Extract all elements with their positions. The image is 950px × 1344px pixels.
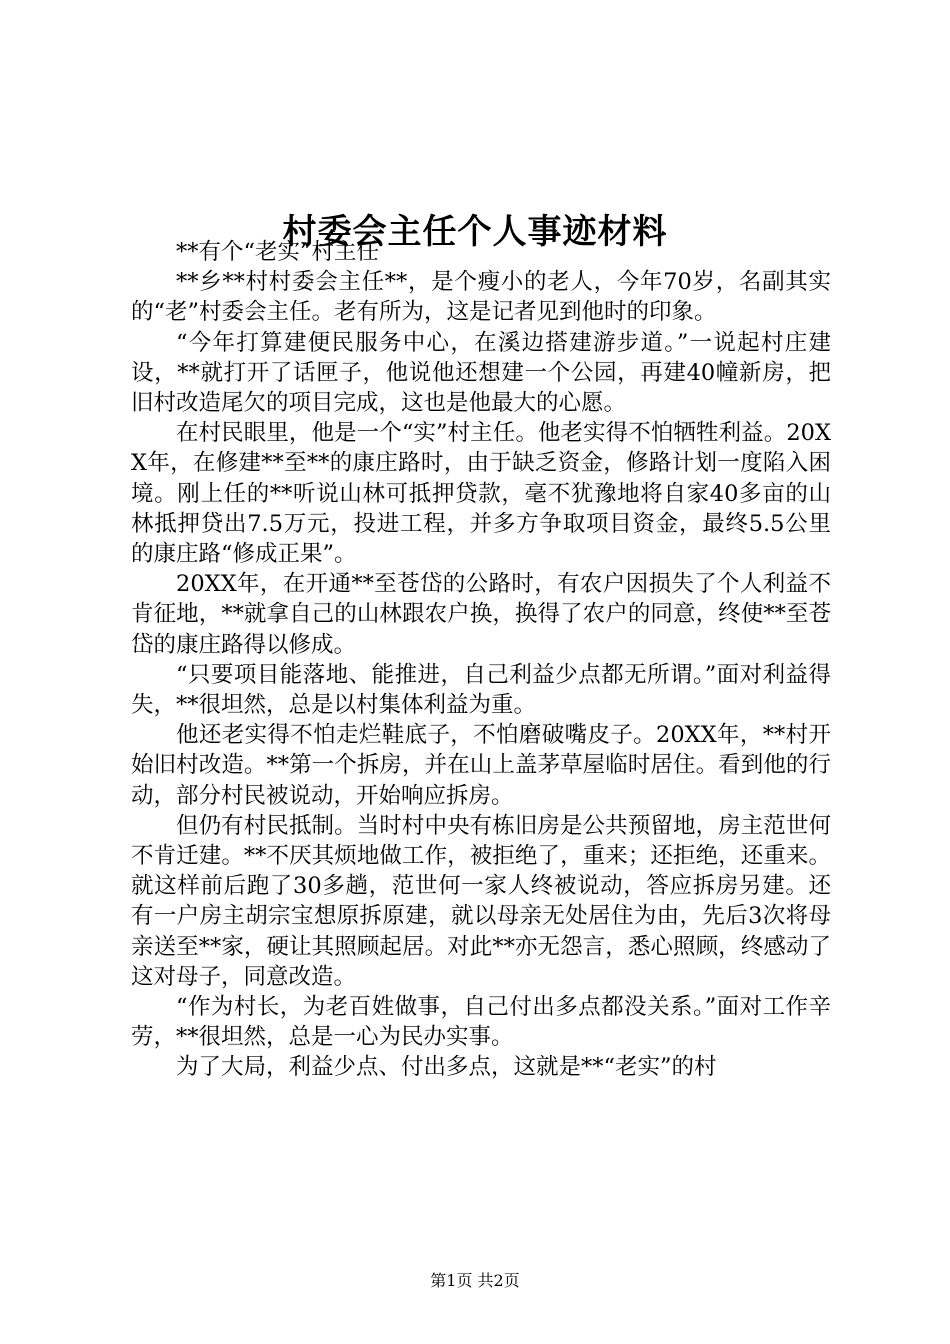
paragraph: **乡**村村委会主任**，是个瘦小的老人，今年70岁，名副其实的“老”村委会主任。老有所为，这是记者见到他时的印象。 xyxy=(131,269,831,326)
paragraph: 20XX年，在开通**至苍岱的公路时，有农户因损失了个人利益不肯征地，**就拿自己的山林跟农户换，换得了农户的同意，终使**至苍岱的康庄路得以修成。 xyxy=(131,571,831,658)
document-body xyxy=(131,237,831,1083)
paragraph: “作为村长，为老百姓做事，自己付出多点都没关系。”面对工作辛劳，**很坦然，总是一心为民办实事。 xyxy=(131,994,831,1051)
paragraph: **有个“老实”村主任 xyxy=(176,239,380,265)
page-footer: 第1页 共2页 xyxy=(430,1271,520,1290)
paragraph: “今年打算建便民服务中心，在溪边搭建游步道。”一说起村庄建设，**就打开了话匣子，他说他还想建一个公园，再建40幢新房，把旧村改造尾欠的项目完成，这也是他最大的心愿。 xyxy=(131,329,831,417)
paragraph: 但仍有村民抵制。当时村中央有栋旧房是公共预留地，房主范世何不肯迁建。**不厌其烦地做工作，被拒绝了，重来；还拒绝，还重来。就这样前后跑了30多趟，范世何一家人终被说动，答应拆房另建。还有一户房主胡宗宝想原拆原建，就以母亲无处居住为由，先后3次将母亲送至**家，硬让其照顾起居。对此**亦无怨言，悉心照顾，终感动了这对母子，同意改造。 xyxy=(131,812,831,990)
paragraph: 他还老实得不怕走烂鞋底子，不怕磨破嘴皮子。20XX年，**村开始旧村改造。**第一个拆房，并在山上盖茅草屋临时居住。看到他的行动，部分村民被说动，开始响应拆房。 xyxy=(131,722,831,809)
paragraph: “只要项目能落地、能推进，自己利益少点都无所谓。”面对利益得失，**很坦然，总是以村集体利益为重。 xyxy=(131,661,831,719)
paragraph: 在村民眼里，他是一个“实”村主任。他老实得不怕牺牲利益。20XX年，在修建**至**的康庄路时，由于缺乏资金，修路计划一度陷入困境。刚上任的**听说山林可抵押贷款，毫不犹豫地将自家40多亩的山林抵押贷出7.5万元，投进工程，并多方争取项目资金，最终5.5公里的康庄路“修成正果”。 xyxy=(131,420,831,568)
document-title: 村委会主任个人事迹材料 xyxy=(282,211,668,252)
paragraph: 为了大局，利益少点、付出多点，这就是**“老实”的村 xyxy=(176,1054,717,1081)
